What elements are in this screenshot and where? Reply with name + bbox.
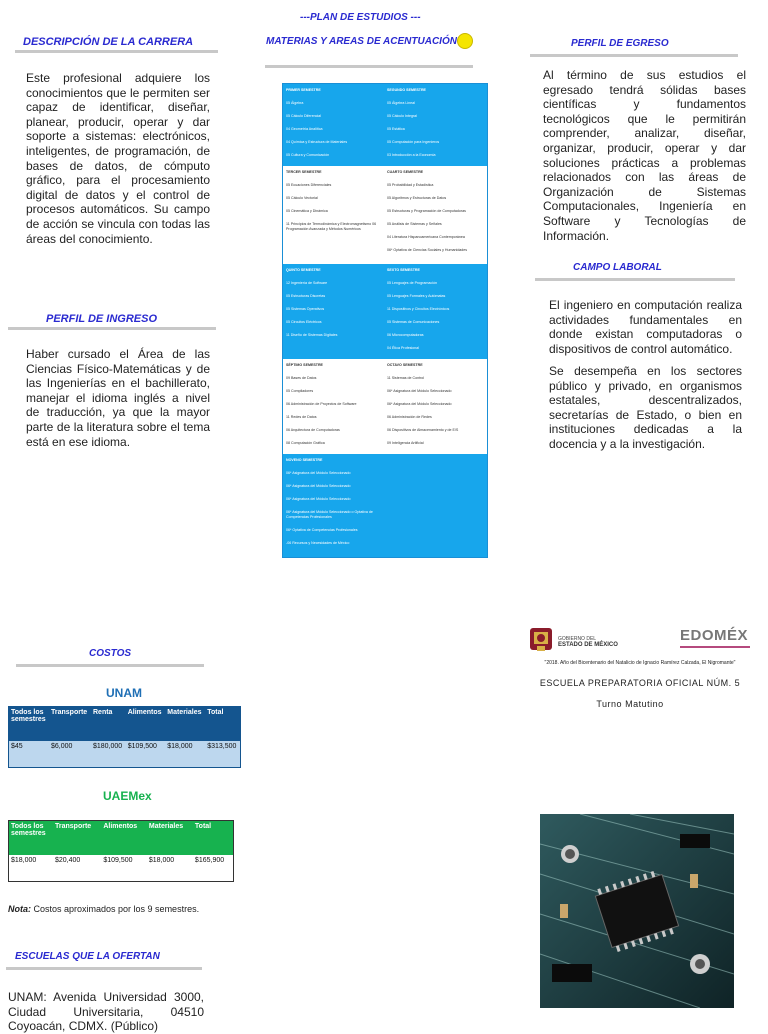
semester-column (286, 170, 386, 232)
table-header-cell: Transporte (49, 707, 91, 742)
table-cell: $165,900 (193, 855, 234, 882)
note-text: Costos aproximados por los 9 semestres. (31, 904, 200, 914)
yellow-dot-icon (457, 33, 473, 49)
circuit-board-image (540, 814, 734, 1008)
semester-title: NOVENO SEMESTRE (286, 458, 323, 462)
table-row (9, 855, 234, 882)
subject-item: 06* Asignatura del Módulo Seleccionado (286, 471, 351, 475)
subject-item: 06* Asignatura del Módulo Seleccionado (286, 484, 351, 488)
subject-item: -06 Recursos y Necesidades de México (286, 541, 350, 545)
semester-column (387, 88, 487, 158)
table-header-cell: Renta (91, 707, 126, 742)
subject-item: 05 Cálculo Integral (387, 114, 417, 118)
campo-text-2: Se desempeña en los sectores público y privado, en organismos estatales, descentralizados, secretarías de Estado, o bien en instituciones dedicadas a la docencia y a la investigación. (549, 364, 742, 451)
subject-item: 05 Análisis de Sistemas y Señales (387, 222, 442, 226)
subject-item: 05 Lenguajes Formales y Autómatas (387, 294, 446, 298)
descripcion-heading: DESCRIPCIÓN DE LA CARRERA (23, 36, 194, 48)
table-cell: $18,000 (9, 855, 54, 882)
subject-item: 05 Estructuras y Programación de Computadoras (387, 209, 466, 213)
subject-item: 06 Dispositivos de Almacenamiento y de E/S (387, 428, 459, 432)
subject-item: 06* Optativa de Competencias Profesionales (286, 528, 358, 532)
plan-title: ---PLAN DE ESTUDIOS --- (300, 12, 421, 23)
subject-item: 11 Redes de Datos (286, 415, 317, 419)
table-cell: $180,000 (91, 741, 126, 768)
unam-cost-table (8, 706, 241, 768)
descripcion-text: Este profesional adquiere los conocimientos que le permiten ser capaz de identificar, diseñar, planear, producir, operar y dar soporte a sistemas: electrónicos, inteligentes, de programación, de bases de datos, de cómputo gráfico, para el procesamiento digital de datos y el control de procesos automáticos. Su campo de acción se vincula con todas las áreas del conocimiento. (26, 71, 210, 246)
ingreso-heading: PERFIL DE INGRESO (46, 313, 158, 325)
subject-item: 06* Asignatura del Módulo Seleccionado o Optativa de Competencias Profesionales (286, 510, 373, 519)
gobierno-line-2: ESTADO DE MÉXICO (558, 642, 618, 648)
semester-column (387, 170, 487, 253)
semester-column (387, 268, 487, 351)
subject-item: 05 Lenguajes de Programación (387, 281, 437, 285)
table-cell: $109,500 (126, 741, 166, 768)
semester-column (286, 268, 386, 338)
subject-item: 05 Probabilidad y Estadística (387, 183, 434, 187)
semester-column (286, 88, 386, 158)
semester-title: PRIMER SEMESTRE (286, 88, 321, 92)
table-cell: $18,000 (147, 855, 193, 882)
table-header-row (9, 707, 241, 742)
semester-block (283, 166, 487, 264)
egreso-heading: PERFIL DE EGRESO (571, 38, 669, 49)
table-header-row (9, 821, 234, 856)
cost-note (8, 904, 199, 914)
table-header-cell: Materiales (165, 707, 205, 742)
subject-item: 05 Estática (387, 127, 405, 131)
subject-item: 05 Cultura y Comunicación (286, 153, 330, 157)
semester-title: CUARTO SEMESTRE (387, 170, 424, 174)
subject-item: 09 Inteligencia Artificial (387, 441, 424, 445)
gobierno-line-1: GOBIERNO DEL (558, 636, 597, 642)
semester-title: OCTAVO SEMESTRE (387, 363, 423, 367)
subject-item: 05 Circuitos Eléctricos (286, 320, 322, 324)
table-cell: $6,000 (49, 741, 91, 768)
table-header-cell: Alimentos (126, 707, 166, 742)
divider (6, 967, 202, 970)
escuelas-text: UNAM: Avenida Universidad 3000, Ciudad Universitaria, 04510 Coyoacán, CDMX. (Público) (8, 990, 204, 1034)
table-cell: $20,400 (53, 855, 101, 882)
subject-item: 05 Estructuras Discretas (286, 294, 326, 298)
semester-block (283, 359, 487, 454)
subject-item: 04 Química y Estructura de Materiales (286, 140, 348, 144)
subject-item: 06* Asignatura del Módulo Seleccionado (286, 497, 351, 501)
note-label: Nota: (8, 904, 31, 914)
edomex-logo: EDOMÉX (680, 627, 749, 644)
divider (15, 50, 218, 53)
subject-item: 06 Arquitectura de Computadoras (286, 428, 340, 432)
semester-block (283, 454, 487, 557)
subject-item: 12 Ingeniería de Software (286, 281, 328, 285)
subject-item: 11 Diseño de Sistemas Digitales (286, 333, 338, 337)
subject-item: 05 Algoritmos y Estructuras de Datos (387, 196, 447, 200)
divider (530, 54, 738, 57)
subject-item: 04 Literatura Hispanoamericana Contemporánea (387, 235, 465, 239)
table-header-cell: Materiales (147, 821, 193, 856)
subject-item: 05 Sistemas Operativos (286, 307, 325, 311)
subject-item: 05 Cálculo Diferencial (286, 114, 321, 118)
table-cell: $313,500 (205, 741, 240, 768)
semester-block (283, 84, 487, 166)
turno-text: Turno Matutino (596, 699, 664, 709)
subject-item: 11 Sistemas de Control (387, 376, 425, 380)
subject-item: 11 Principios de Termodinámica y Electromagnetismo 06 Programación Avanzada y Métodos Numéricos (286, 222, 377, 231)
gobierno-logo (528, 624, 628, 654)
subject-item: 06* Asignatura del Módulo Seleccionado (387, 389, 452, 393)
table-header-cell: Todos los semestres (9, 707, 50, 742)
divider (535, 278, 735, 281)
subject-item: 06 Administración de Proyectos de Software (286, 402, 357, 406)
ingreso-text: Haber cursado el Área de las Ciencias Físico-Matemáticas y de las Ingenierías en el bachillerato, manejar el idioma inglés a nivel de traducción, ya que la mayor parte de la literatura sobre el tema está en ese idioma. (26, 347, 210, 449)
subject-item: 11 Dispositivos y Circuitos Electrónicos (387, 307, 450, 311)
subject-item: 03 Introducción a la Economía (387, 153, 436, 157)
campo-text-1: El ingeniero en computación realiza actividades fundamentales en donde existan computadoras o dispositivos de control automático. (549, 298, 742, 356)
table-header-cell: Transporte (53, 821, 101, 856)
subject-item: 04 Ética Profesional (387, 346, 419, 350)
subject-item: 06 Administración de Redes (387, 415, 432, 419)
table-header-cell: Total (193, 821, 234, 856)
table-cell: $45 (9, 741, 50, 768)
semester-title: SÉPTIMO SEMESTRE (286, 363, 323, 367)
subject-item: 05 Sistemas de Comunicaciones (387, 320, 440, 324)
materias-heading: MATERIAS Y AREAS DE ACENTUACIÓN (266, 36, 457, 47)
subject-item: 04 Geometría Analítica (286, 127, 323, 131)
circuit-board-illustration (540, 814, 734, 1008)
subject-item: 05 Álgebra (286, 101, 304, 105)
table-cell: $18,000 (165, 741, 205, 768)
semester-block (283, 264, 487, 359)
subject-item: 05 Compiladores (286, 389, 314, 393)
escuelas-heading: ESCUELAS QUE LA OFERTAN (15, 951, 160, 962)
table-header-cell: Todos los semestres (9, 821, 54, 856)
divider (8, 327, 216, 330)
state-seal-icon (528, 624, 554, 654)
subject-item: 06* Optativa de Ciencias Sociales y Humanidades (387, 248, 468, 252)
divider (16, 664, 204, 667)
divider (265, 65, 473, 68)
subject-item: 06* Asignatura del Módulo Seleccionado (387, 402, 452, 406)
table-header-cell: Total (205, 707, 240, 742)
semester-title: SEXTO SEMESTRE (387, 268, 420, 272)
semester-title: TERCER SEMESTRE (286, 170, 322, 174)
costos-heading: COSTOS (89, 648, 132, 659)
subject-item: 05 Cinemática y Dinámica (286, 209, 328, 213)
egreso-text: Al término de sus estudios el egresado tendrá sólidas bases científicas y fundamentos tecnológicos que le permitirán comprender, analizar, diseñar, organizar, producir, operar y dar soluciones prácticas a problemas relacionados con las áreas de Organización de Sistemas Computacionales, Ingeniería en Software y Tecnologías de Información. (543, 68, 746, 243)
semester-column (286, 458, 466, 546)
edomex-logo-underline (680, 646, 750, 648)
campo-heading: CAMPO LABORAL (573, 262, 662, 273)
uaemex-title: UAEMex (103, 789, 152, 803)
table-header-cell: Alimentos (101, 821, 147, 856)
subject-item: 09 Bases de Datos (286, 376, 317, 380)
semester-column (286, 363, 386, 446)
subject-item: 06 Microcomputadoras (387, 333, 424, 337)
unam-title: UNAM (106, 686, 142, 700)
semester-column (387, 363, 487, 446)
subject-item: 08 Computación Gráfica (286, 441, 325, 445)
motto-text: "2018. Año del Bicentenario del Natalicio de Ignacio Ramírez Calzada, El Nigromante" (544, 660, 736, 666)
subject-item: 05 Cálculo Vectorial (286, 196, 318, 200)
semester-title: SEGUNDO SEMESTRE (387, 88, 426, 92)
semester-title: QUINTO SEMESTRE (286, 268, 321, 272)
subject-item: 05 Ecuaciones Diferenciales (286, 183, 332, 187)
table-row (9, 741, 241, 768)
school-name: ESCUELA PREPARATORIA OFICIAL NÚM. 5 (539, 678, 741, 688)
subject-item: 05 Computación para Ingenieros (387, 140, 440, 144)
table-cell: $109,500 (101, 855, 147, 882)
subject-item: 05 Álgebra Lineal (387, 101, 415, 105)
study-plan-grid (282, 83, 488, 558)
uaemex-cost-table (8, 820, 234, 882)
